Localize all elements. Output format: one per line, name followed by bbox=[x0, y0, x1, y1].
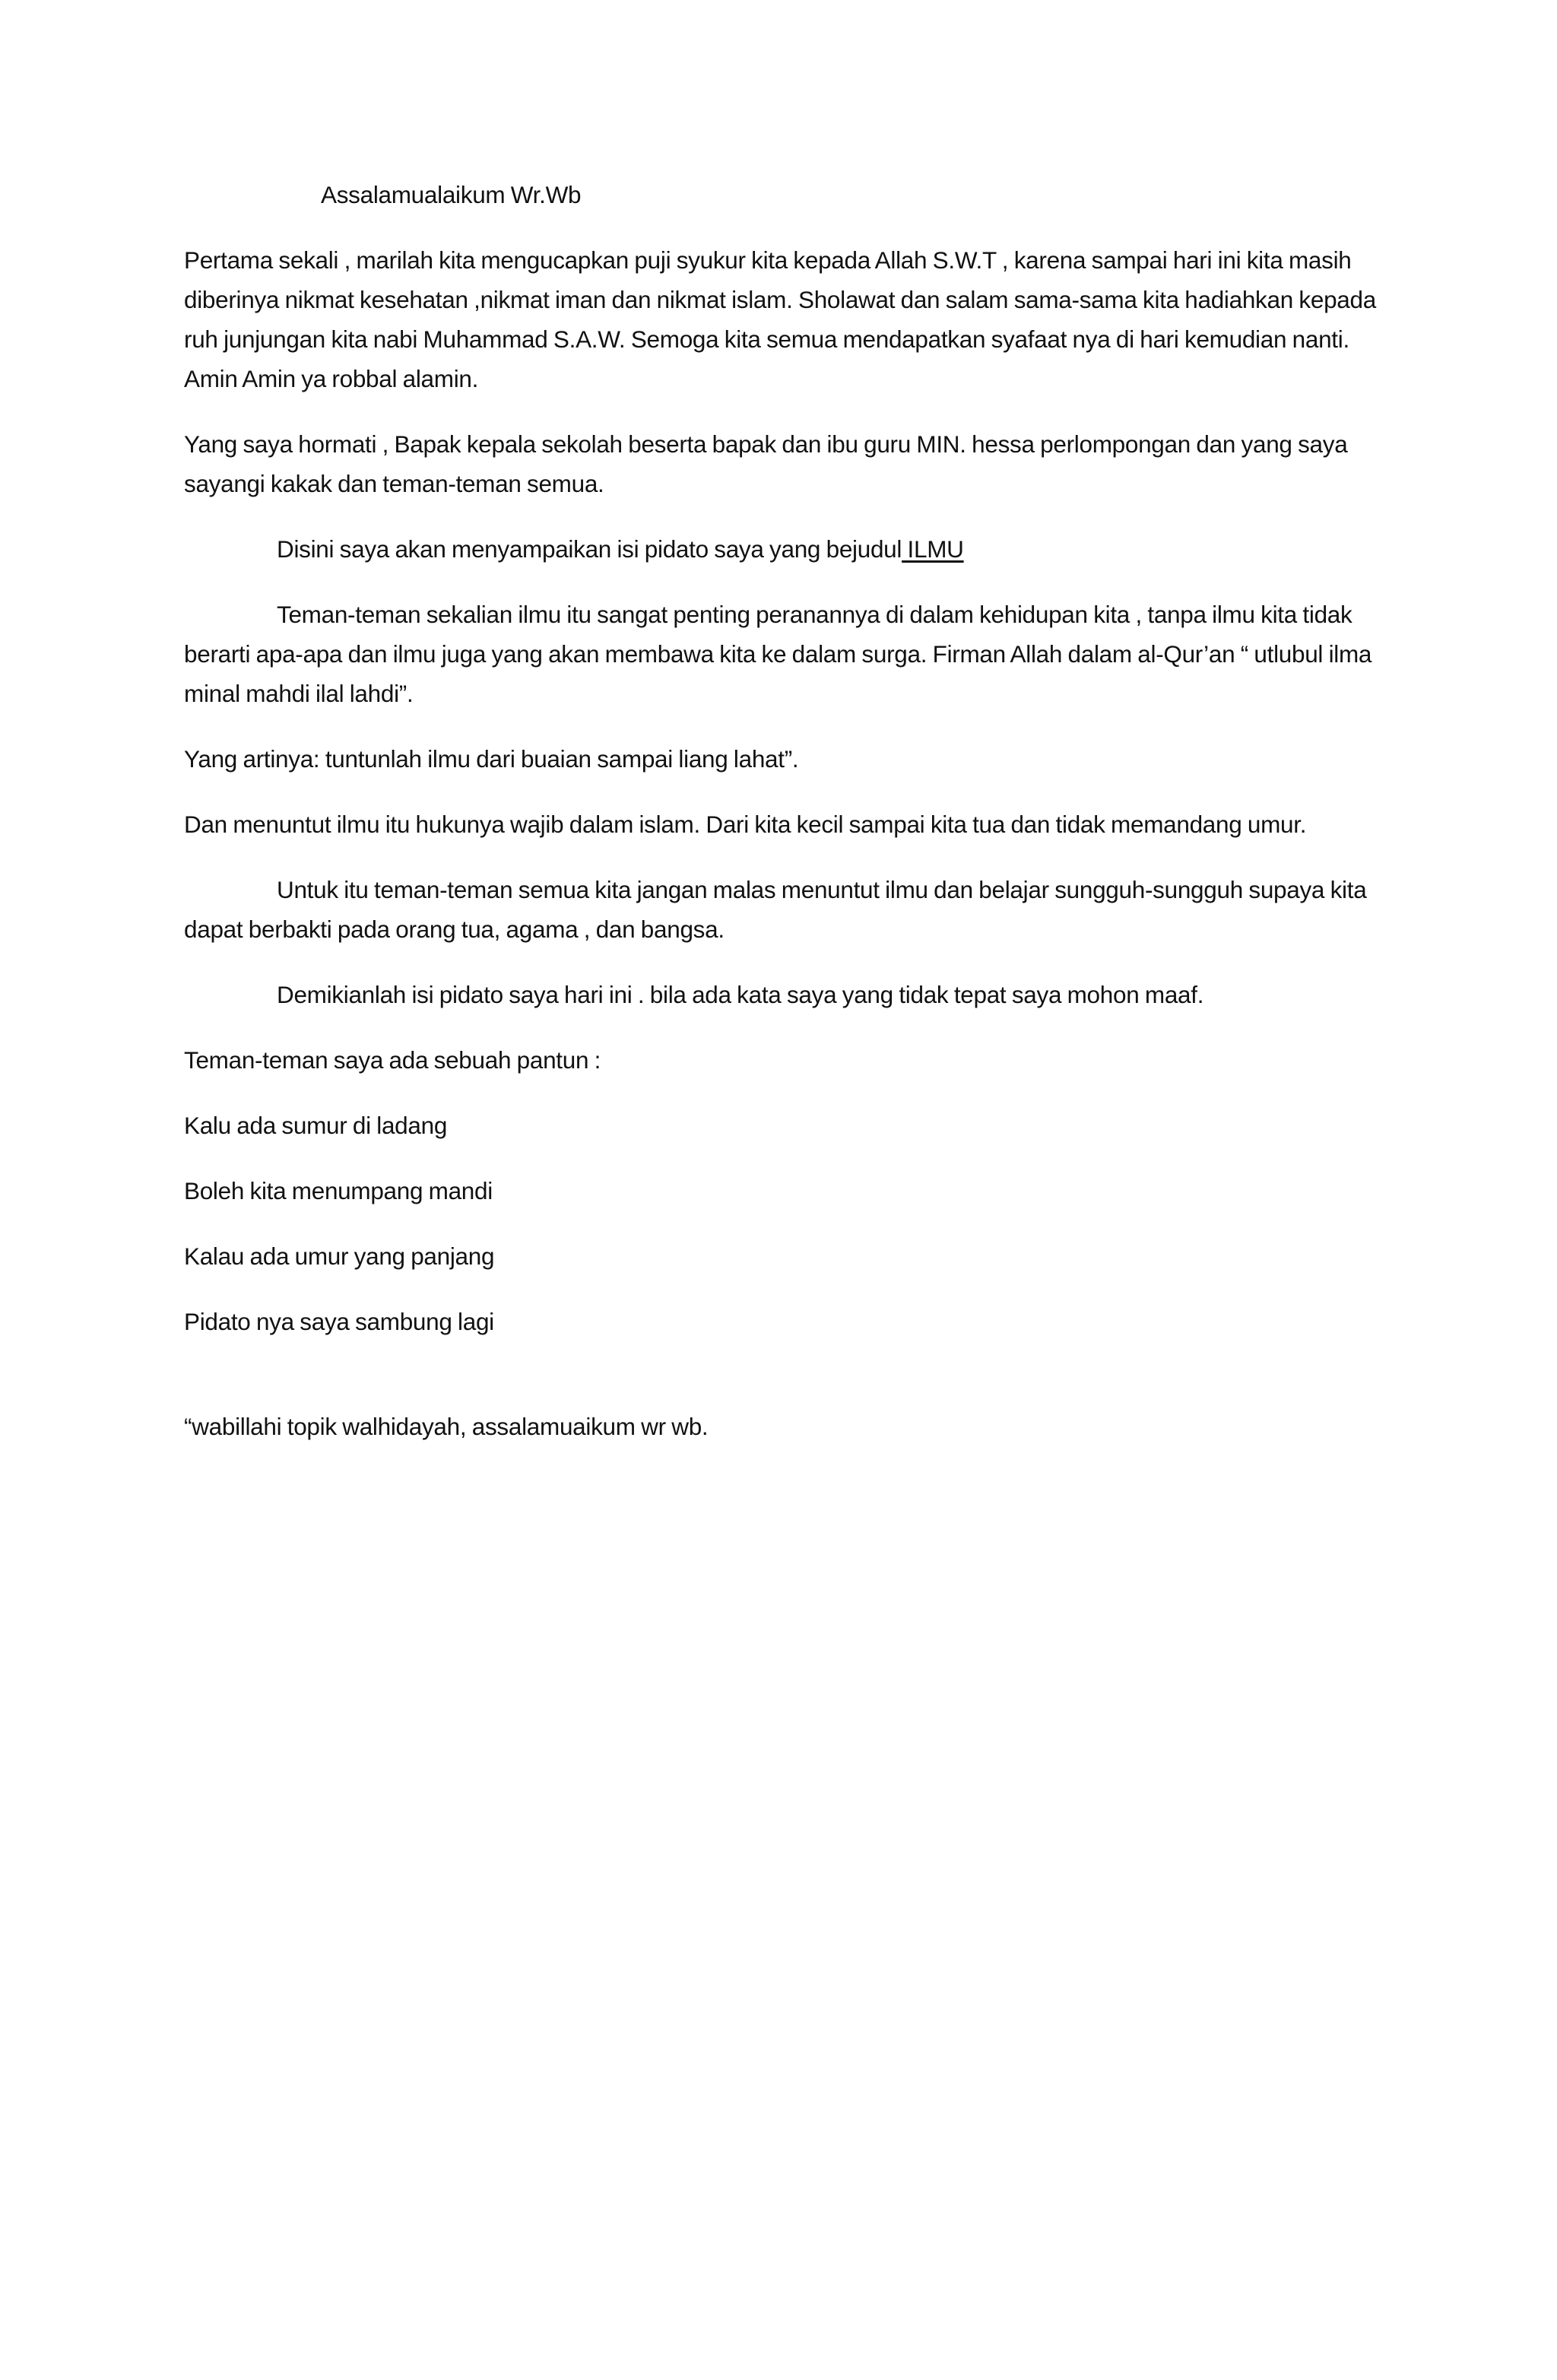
pantun-line-3: Kalau ada umur yang panjang bbox=[184, 1242, 495, 1270]
pantun-intro: Teman-teman saya ada sebuah pantun : bbox=[184, 1046, 601, 1074]
pantun-line-1: Kalu ada sumur di ladang bbox=[184, 1112, 448, 1139]
meaning-paragraph: Yang artinya: tuntunlah ilmu dari buaian sampai liang lahat”. bbox=[184, 745, 799, 773]
farewell-line: “wabillahi topik walhidayah, assalamuaikum wr wb. bbox=[184, 1413, 709, 1440]
importance-paragraph: Teman-teman sekalian ilmu itu sangat penting peranannya di dalam kehidupan kita , tanpa ilmu kita tidak berarti apa-apa dan ilmu juga yang akan membawa kita ke dalam surga. Firman Allah dalam al-Qur’an “ utlubul ilma minal mahdi ilal lahdi”. bbox=[184, 601, 1372, 707]
closing-paragraph: Demikianlah isi pidato saya hari ini . bila ada kata saya yang tidak tepat saya mohon maaf. bbox=[277, 981, 1204, 1008]
advice-paragraph: Untuk itu teman-teman semua kita jangan malas menuntut ilmu dan belajar sungguh-sungguh supaya kita dapat berbakti pada orang tua, agama , dan bangsa. bbox=[184, 876, 1367, 943]
topic-prefix: Disini saya akan menyampaikan isi pidato saya yang bejudul bbox=[277, 535, 902, 563]
greeting-line: Assalamualaikum Wr.Wb bbox=[321, 181, 582, 208]
topic-title: ILMU bbox=[902, 535, 964, 563]
topic-paragraph bbox=[184, 529, 1385, 569]
pantun-line-4: Pidato nya saya sambung lagi bbox=[184, 1308, 494, 1335]
respect-paragraph: Yang saya hormati , Bapak kepala sekolah beserta bapak dan ibu guru MIN. hessa perlompongan dan yang saya sayangi kakak dan teman-teman semua. bbox=[184, 430, 1348, 497]
pantun-line-2: Boleh kita menumpang mandi bbox=[184, 1177, 493, 1204]
obligation-paragraph: Dan menuntut ilmu itu hukunya wajib dalam islam. Dari kita kecil sampai kita tua dan tidak memandang umur. bbox=[184, 811, 1307, 838]
document-body bbox=[184, 175, 1385, 1472]
opening-paragraph: Pertama sekali , marilah kita mengucapkan puji syukur kita kepada Allah S.W.T , karena sampai hari ini kita masih diberinya nikmat kesehatan ,nikmat iman dan nikmat islam. Sholawat dan salam sama-sama kita hadiahkan kepada ruh junjungan kita nabi Muhammad S.A.W. Semoga kita semua mendapatkan syafaat nya di hari kemudian nanti. Amin Amin ya robbal alamin. bbox=[184, 246, 1376, 392]
